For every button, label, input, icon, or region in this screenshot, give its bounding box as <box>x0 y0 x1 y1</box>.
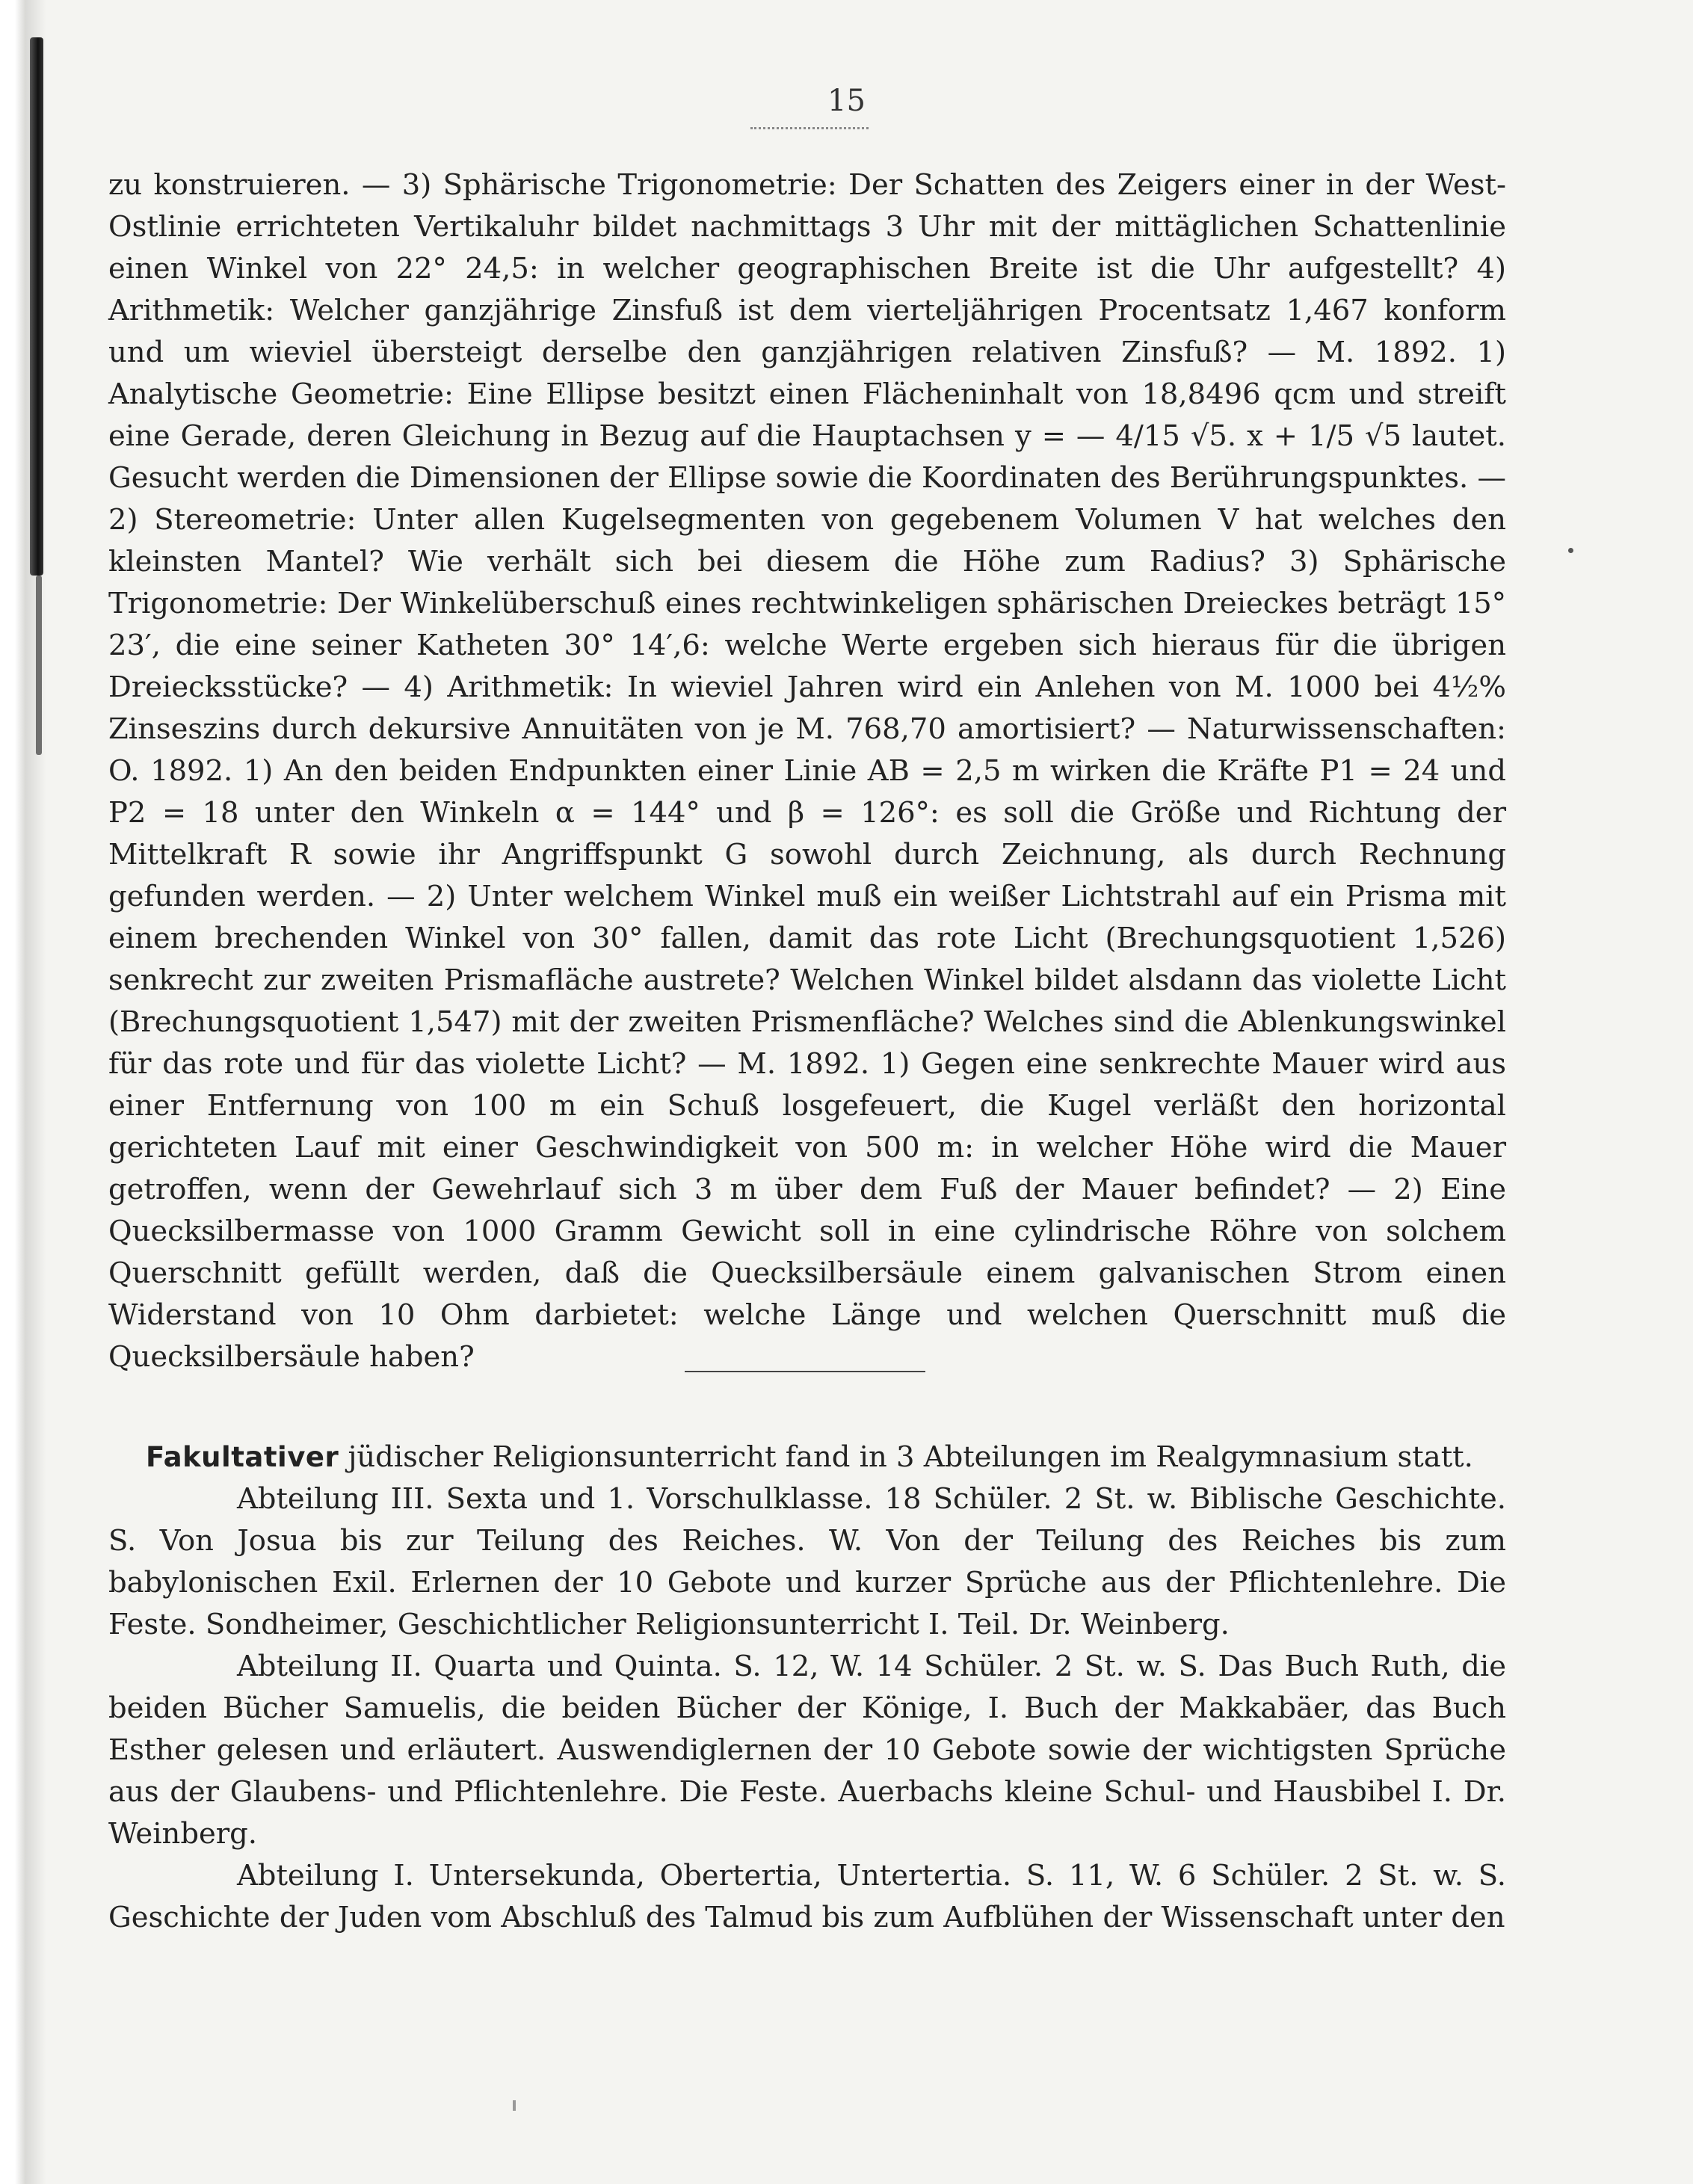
print-speck <box>1568 548 1573 553</box>
print-speck-bottom <box>513 2100 516 2111</box>
page-number-underline <box>750 127 869 129</box>
religion-lead-term: Fakultativer <box>146 1441 339 1473</box>
section-divider <box>685 1371 925 1372</box>
exam-problems-paragraph: zu konstruieren. — 3) Sphärische Trigonometrie: Der Schatten des Zeigers einer in der West-Ostlinie errichteten Vertikaluhr bildet nachmittags 3 Uhr mit der mittäglichen Schattenlinie einen Winkel von 22° 24,5: in welcher geographischen Breite ist die Uhr aufgestellt? 4) Arithmetik: Welcher ganzjährige Zinsfuß ist dem vierteljährigen Procentsatz 1,467 konform und um wieviel übersteigt derselbe den ganzjährigen relativen Zinsfuß? — M. 1892. 1) Analytische Geometrie: Eine Ellipse besitzt einen Flächeninhalt von 18,8496 qcm und streift eine Gerade, deren Gleichung in Bezug auf die Hauptachsen y = — 4/15 √5. x + 1/5 √5 lautet. Gesucht werden die Dimensionen der Ellipse sowie die Koordinaten des Berührungspunktes. — 2) Stereometrie: Unter allen Kugelsegmenten von gegebenem Volumen V hat welches den kleinsten Mantel? Wie verhält sich bei diesem die Höhe zum Radius? 3) Sphärische Trigonometrie: Der Winkelüberschuß eines rechtwinkeligen sphärischen Dreieckes beträgt 15° 23′, die eine seiner Katheten 30° 14′,6: welche Werte ergeben sich hieraus für die übrigen Dreiecksstücke? — 4) Arithmetik: In wieviel Jahren wird ein Anlehen von M. 1000 bei 4½% Zinseszins durch dekursive Annuitäten von je M. 768,70 amortisiert? — Naturwissenschaften: O. 1892. 1) An den beiden Endpunkten einer Linie AB = 2,5 m wirken die Kräfte P1 = 24 und P2 = 18 unter den Winkeln α = 144° und β = 126°: es soll die Größe und Richtung der Mittelkraft R sowie ihr Angriffspunkt G sowohl durch Zeichnung, als durch Rechnung gefunden werden. — 2) Unter welchem Winkel muß ein weißer Lichtstrahl auf ein Prisma mit einem brechenden Winkel von 30° fallen, damit das rote Licht (Brechungsquotient 1,526) senkrecht zur zweiten Prismafläche austrete? Welchen Winkel bildet alsdann das violette Licht (Brechungsquotient 1,547) mit der zweiten Prismenfläche? Welches sind die Ablenkungswinkel für das rote und für das violette Licht? — M. 1892. 1) Gegen eine senkrechte Mauer wird aus einer Entfernung von 100 m ein Schuß losgefeuert, die Kugel verläßt den horizontal gerichteten Lauf mit einer Geschwindigkeit von 500 m: in welcher Höhe wird die Mauer getroffen, wenn der Gewehrlauf sich 3 m über dem Fuß der Mauer befindet? — 2) Eine Quecksilbermasse von 1000 Gramm Gewicht soll in eine cylindrische Röhre von solchem Querschnitt gefüllt werden, daß die Quecksilbersäule einem galvanischen Strom einen Widerstand von 10 Ohm darbietet: welche Länge und welchen Querschnitt muß die Quecksilbersäule haben? <box>108 168 1506 1374</box>
religion-section <box>108 1437 1506 1939</box>
binding-shadow-lower <box>36 576 42 755</box>
abteilung-1-paragraph: Abteilung I. Untersekunda, Obertertia, Untertertia. S. 11, W. 6 Schüler. 2 St. w. S. Geschichte der Juden vom Abschluß des Talmud bis zum Aufblühen der Wissenschaft unter den <box>108 1859 1506 1934</box>
religion-intro <box>108 1437 1506 1478</box>
religion-intro-text: jüdischer Religionsunterricht fand in 3 Abteilungen im Realgymnasium statt. <box>339 1440 1473 1474</box>
abteilung-2-paragraph: Abteilung II. Quarta und Quinta. S. 12, W. 14 Schüler. 2 St. w. S. Das Buch Ruth, die beiden Bücher Samuelis, die beiden Bücher der Könige, I. Buch der Makkabäer, das Buch Esther gelesen und erläutert. Auswendiglernen der 10 Gebote sowie der wichtigsten Sprüche aus der Glaubens- und Pflichtenlehre. Die Feste. Auerbachs kleine Schul- und Hausbibel I. Dr. Weinberg. <box>108 1650 1506 1851</box>
exam-problems-block <box>108 164 1506 1378</box>
abteilung-3-paragraph: Abteilung III. Sexta und 1. Vorschulklasse. 18 Schüler. 2 St. w. Biblische Geschichte. S. Von Josua bis zur Teilung des Reiches. W. Von der Teilung des Reiches bis zum babylonischen Exil. Erlernen der 10 Gebote und kurzer Sprüche aus der Pflichtenlehre. Die Feste. Sondheimer, Geschichtlicher Religionsunterricht I. Teil. Dr. Weinberg. <box>108 1482 1506 1641</box>
binding-shadow <box>30 37 43 576</box>
page-number: 15 <box>827 84 866 118</box>
